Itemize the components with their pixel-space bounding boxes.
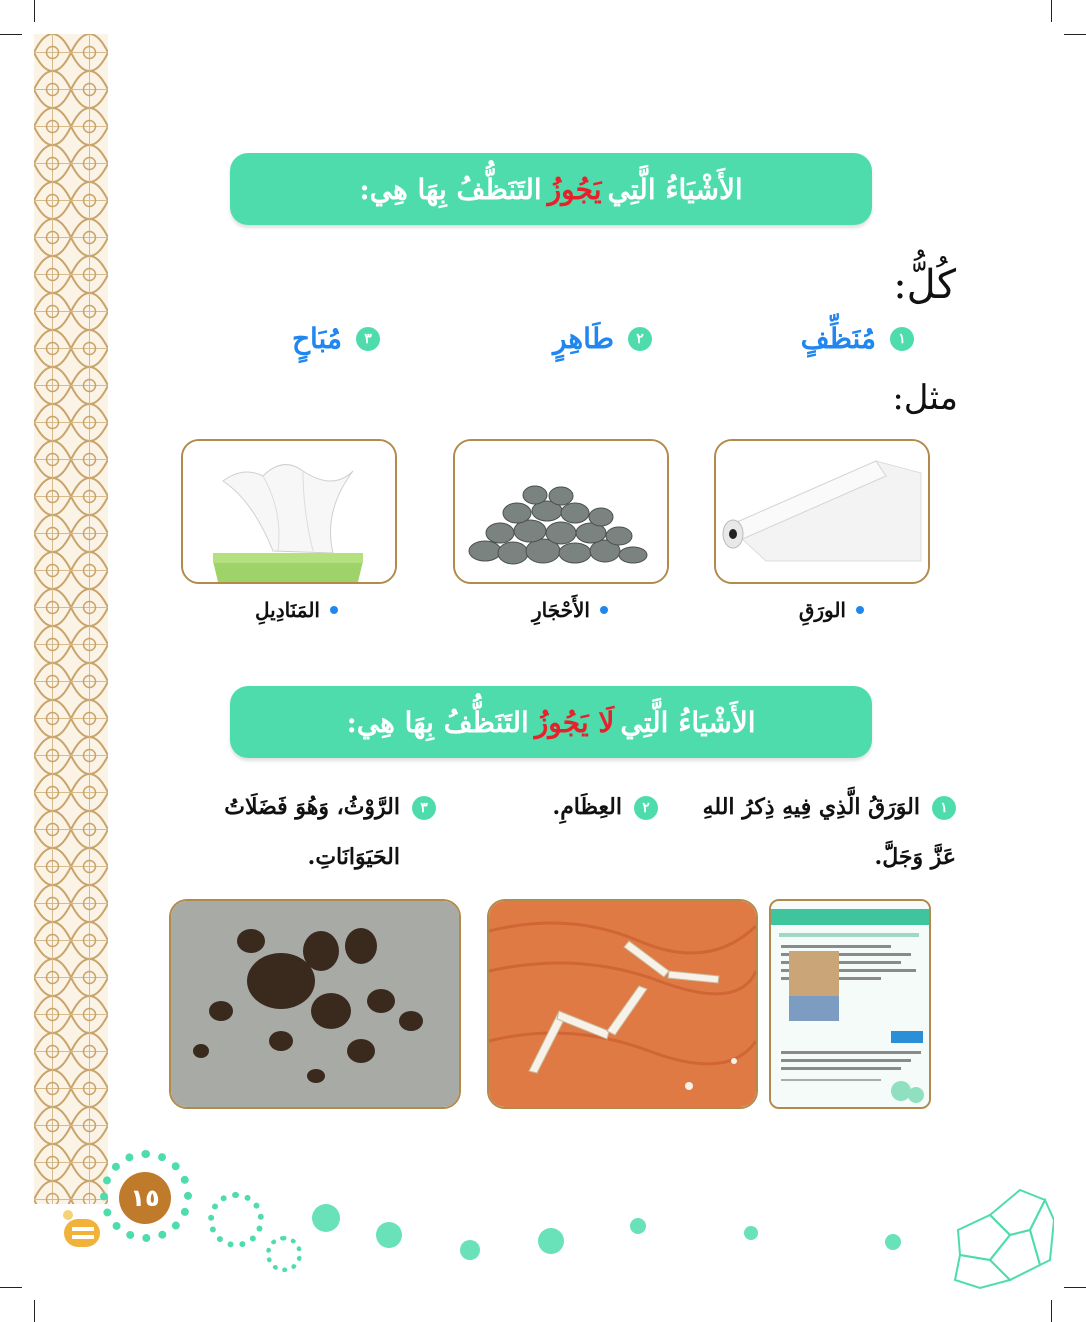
bullet-dot-icon [330, 606, 338, 614]
item-line1: الرَّوْثُ، وَهُوَ فَضَلَاتُ [224, 794, 400, 820]
number-badge: ٢ [634, 796, 658, 820]
condition-item [801, 322, 914, 355]
crop-mark [34, 1300, 35, 1322]
crop-mark [1064, 1287, 1086, 1288]
condition-item [553, 322, 652, 355]
dung-image [169, 899, 461, 1109]
number-badge: ٣ [412, 796, 436, 820]
forbidden-item [686, 782, 956, 882]
rosette-decoration [312, 1204, 340, 1232]
number-badge: ١ [932, 796, 956, 820]
rosette-decoration [630, 1218, 646, 1234]
crop-mark [1051, 1300, 1052, 1322]
crop-mark [0, 1287, 22, 1288]
example-label: المَنَادِيلِ [255, 598, 320, 622]
mithal-heading: مثل: [892, 378, 958, 418]
tissue-box-image [181, 439, 397, 584]
crop-mark [1051, 0, 1052, 22]
condition-label: مُنَظِّفٍ [800, 322, 876, 355]
forbidden-title-before: الأَشْيَاءُ الَّتِي [620, 705, 756, 739]
bullet-dot-icon [856, 606, 864, 614]
item-line1: الوَرَقُ الَّذِي فِيهِ ذِكرُ اللهِ [702, 794, 920, 820]
kul-heading: كُلُّ: [893, 262, 956, 308]
rosette-decoration [266, 1236, 302, 1272]
forbidden-item [553, 782, 658, 832]
condition-label: طَاهِرٍ [552, 322, 614, 355]
crop-mark [34, 0, 35, 22]
item-line1: العِظَامِ. [552, 794, 622, 820]
allowed-title-before: الأَشْيَاءُ الَّتِي [607, 172, 743, 206]
example-caption [532, 598, 608, 622]
publisher-logo-icon [58, 1205, 106, 1253]
decorative-border-pattern [34, 34, 108, 1204]
rosette-decoration [538, 1228, 564, 1254]
crop-mark [1064, 34, 1086, 35]
rosette-decoration [208, 1192, 264, 1248]
condition-item [292, 322, 380, 355]
rosette-decoration [744, 1226, 758, 1240]
example-caption [255, 598, 338, 622]
rosette-decoration [460, 1240, 480, 1260]
forbidden-title-banner [230, 686, 872, 758]
page-number: ١٥ [119, 1172, 171, 1224]
allowed-title-banner [230, 153, 872, 225]
forbidden-title-after: التَنَظُّفُ بِهَا هِي: [346, 705, 529, 739]
allowed-title-highlight: يَجُوزُ [547, 172, 602, 206]
number-badge: ٢ [628, 327, 652, 351]
stones-image [453, 439, 669, 584]
crop-mark [0, 34, 22, 35]
example-label: الورَقِ [798, 598, 846, 622]
rosette-decoration [100, 1150, 192, 1242]
bones-in-sand-image [487, 899, 758, 1109]
geometric-corner-decoration [950, 1180, 1054, 1290]
rosette-decoration [885, 1234, 901, 1250]
number-badge: ٣ [356, 327, 380, 351]
condition-label: مُبَاحٍ [291, 322, 342, 355]
forbidden-item [186, 782, 436, 882]
paper-roll-image [714, 439, 930, 584]
example-caption [799, 598, 864, 622]
forbidden-title-highlight: لَا يَجُوزُ [534, 705, 615, 739]
allowed-title-after: التَنَظُّفُ بِهَا هِي: [359, 172, 542, 206]
book-page-image [769, 899, 931, 1109]
example-label: الأَحْجَارِ [532, 598, 590, 622]
item-line2: عَزَّ وَجَلَّ. [874, 844, 956, 870]
number-badge: ١ [890, 327, 914, 351]
item-line2: الحَيَوَانَاتِ. [307, 844, 400, 870]
rosette-decoration [376, 1222, 402, 1248]
bullet-dot-icon [600, 606, 608, 614]
